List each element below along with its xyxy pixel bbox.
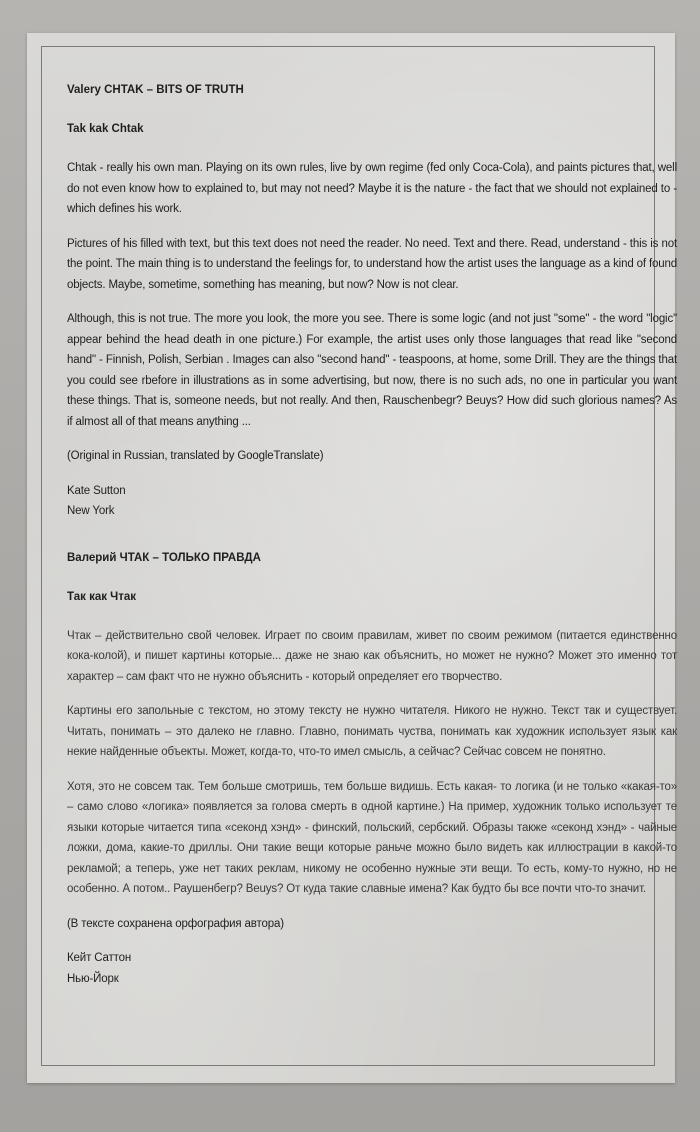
english-paragraph-1: Chtak - really his own man. Playing on its own rules, live by own regime (fed only Coca-Cola), and paints pictures that, well do not even know how to explained to, but may not need? Maybe it is the nature - the fact that we should not explained to - which defines his work. xyxy=(67,162,677,215)
russian-title: Валерий ЧТАК – ТОЛЬКО ПРАВДА xyxy=(67,551,261,564)
printed-wall-text-sheet xyxy=(27,33,675,1083)
english-paragraph-3: Although, this is not true. The more you look, the more you see. There is some logic (and not just "some" - the word "logic" appear behind the head death in one picture.) For example, the artist uses only those languages that read like "second hand" - Finnish, Polish, Serbian . Images can also "second hand" - teaspoons, at home, some Drill. They are the things that you could see rbefore in illustrations as in some advertising, but now, there is no such ads, no one in particular you want these things. That is, someone needs, but not really. And then, Rauschenbegr? Beuys? How did such glorious names? As if almost all of that means anything ... xyxy=(67,313,677,428)
english-translation-note: (Original in Russian, translated by GoogleTranslate) xyxy=(67,450,324,462)
russian-paragraph-1: Чтак – действительно свой человек. Играет по своим правилам, живет по своим режимом (питается единственно кока-колой), и пишет картины которые... даже не знаю как объяснить, но может не нужно? Может это именно тот характер – сам факт что не нужно объяснить - который определяет его творчество. xyxy=(67,629,677,683)
english-title: Valery CHTAK – BITS OF TRUTH xyxy=(67,84,244,96)
russian-paragraph-2: Картины его запольные с текстом, но этому тексту не нужно читателя. Никого не нужно. Текст так и существует. Читать, понимать – это далеко не главно. Главно, понимать чуства, понимать как художник использует язык как некие найденные объекты. Может, когда-то, что-то имел смысль, а сейчас? Сейчас совсем не понятно. xyxy=(67,705,677,758)
english-subtitle: Tak kak Chtak xyxy=(67,123,144,135)
russian-spelling-note: (В тексте сохранена орфография автора) xyxy=(67,917,284,930)
english-signature-name: Kate Sutton xyxy=(67,484,126,497)
english-paragraph-2: Pictures of his filled with text, but this text does not need the reader. No need. Text and there. Read, understand - this is not the point. The main thing is to understand the feelings for, to understand how the artist uses the language as a kind of found objects. Maybe, sometime, something has meaning, but now? Now is not clear. xyxy=(67,237,677,291)
russian-signature-name: Кейт Саттон xyxy=(67,952,132,964)
sheet-content xyxy=(67,80,677,989)
english-signature-city: New York xyxy=(67,505,115,517)
russian-subtitle: Так как Чтак xyxy=(67,590,137,603)
russian-signature-city: Нью-Йорк xyxy=(67,972,119,985)
russian-paragraph-3: Хотя, это не совсем так. Тем больше смотришь, тем больше видишь. Есть какая- то логика (и не только «какая-то» – само слово «логика» появляется за голова смерть в одной картине.) На пример, художник только использует те языки которые читается типа «секонд хэнд» - финский, польский, сербский. Образы также «секонд хэнд» - чайные ложки, дома, какие-то дриллы. Они такие вещи которые раньче можно было видеть как иллюстрации в какой-то рекламой; а теперь, уже нет таких реклам, никому не особенно нужные эти вещи. То есть, кому-то нужно, но не особенно. А потом.. Раушенбегр? Beuys? От куда такие славные имена? Как будто бы все почти что-то значит. xyxy=(67,780,677,895)
